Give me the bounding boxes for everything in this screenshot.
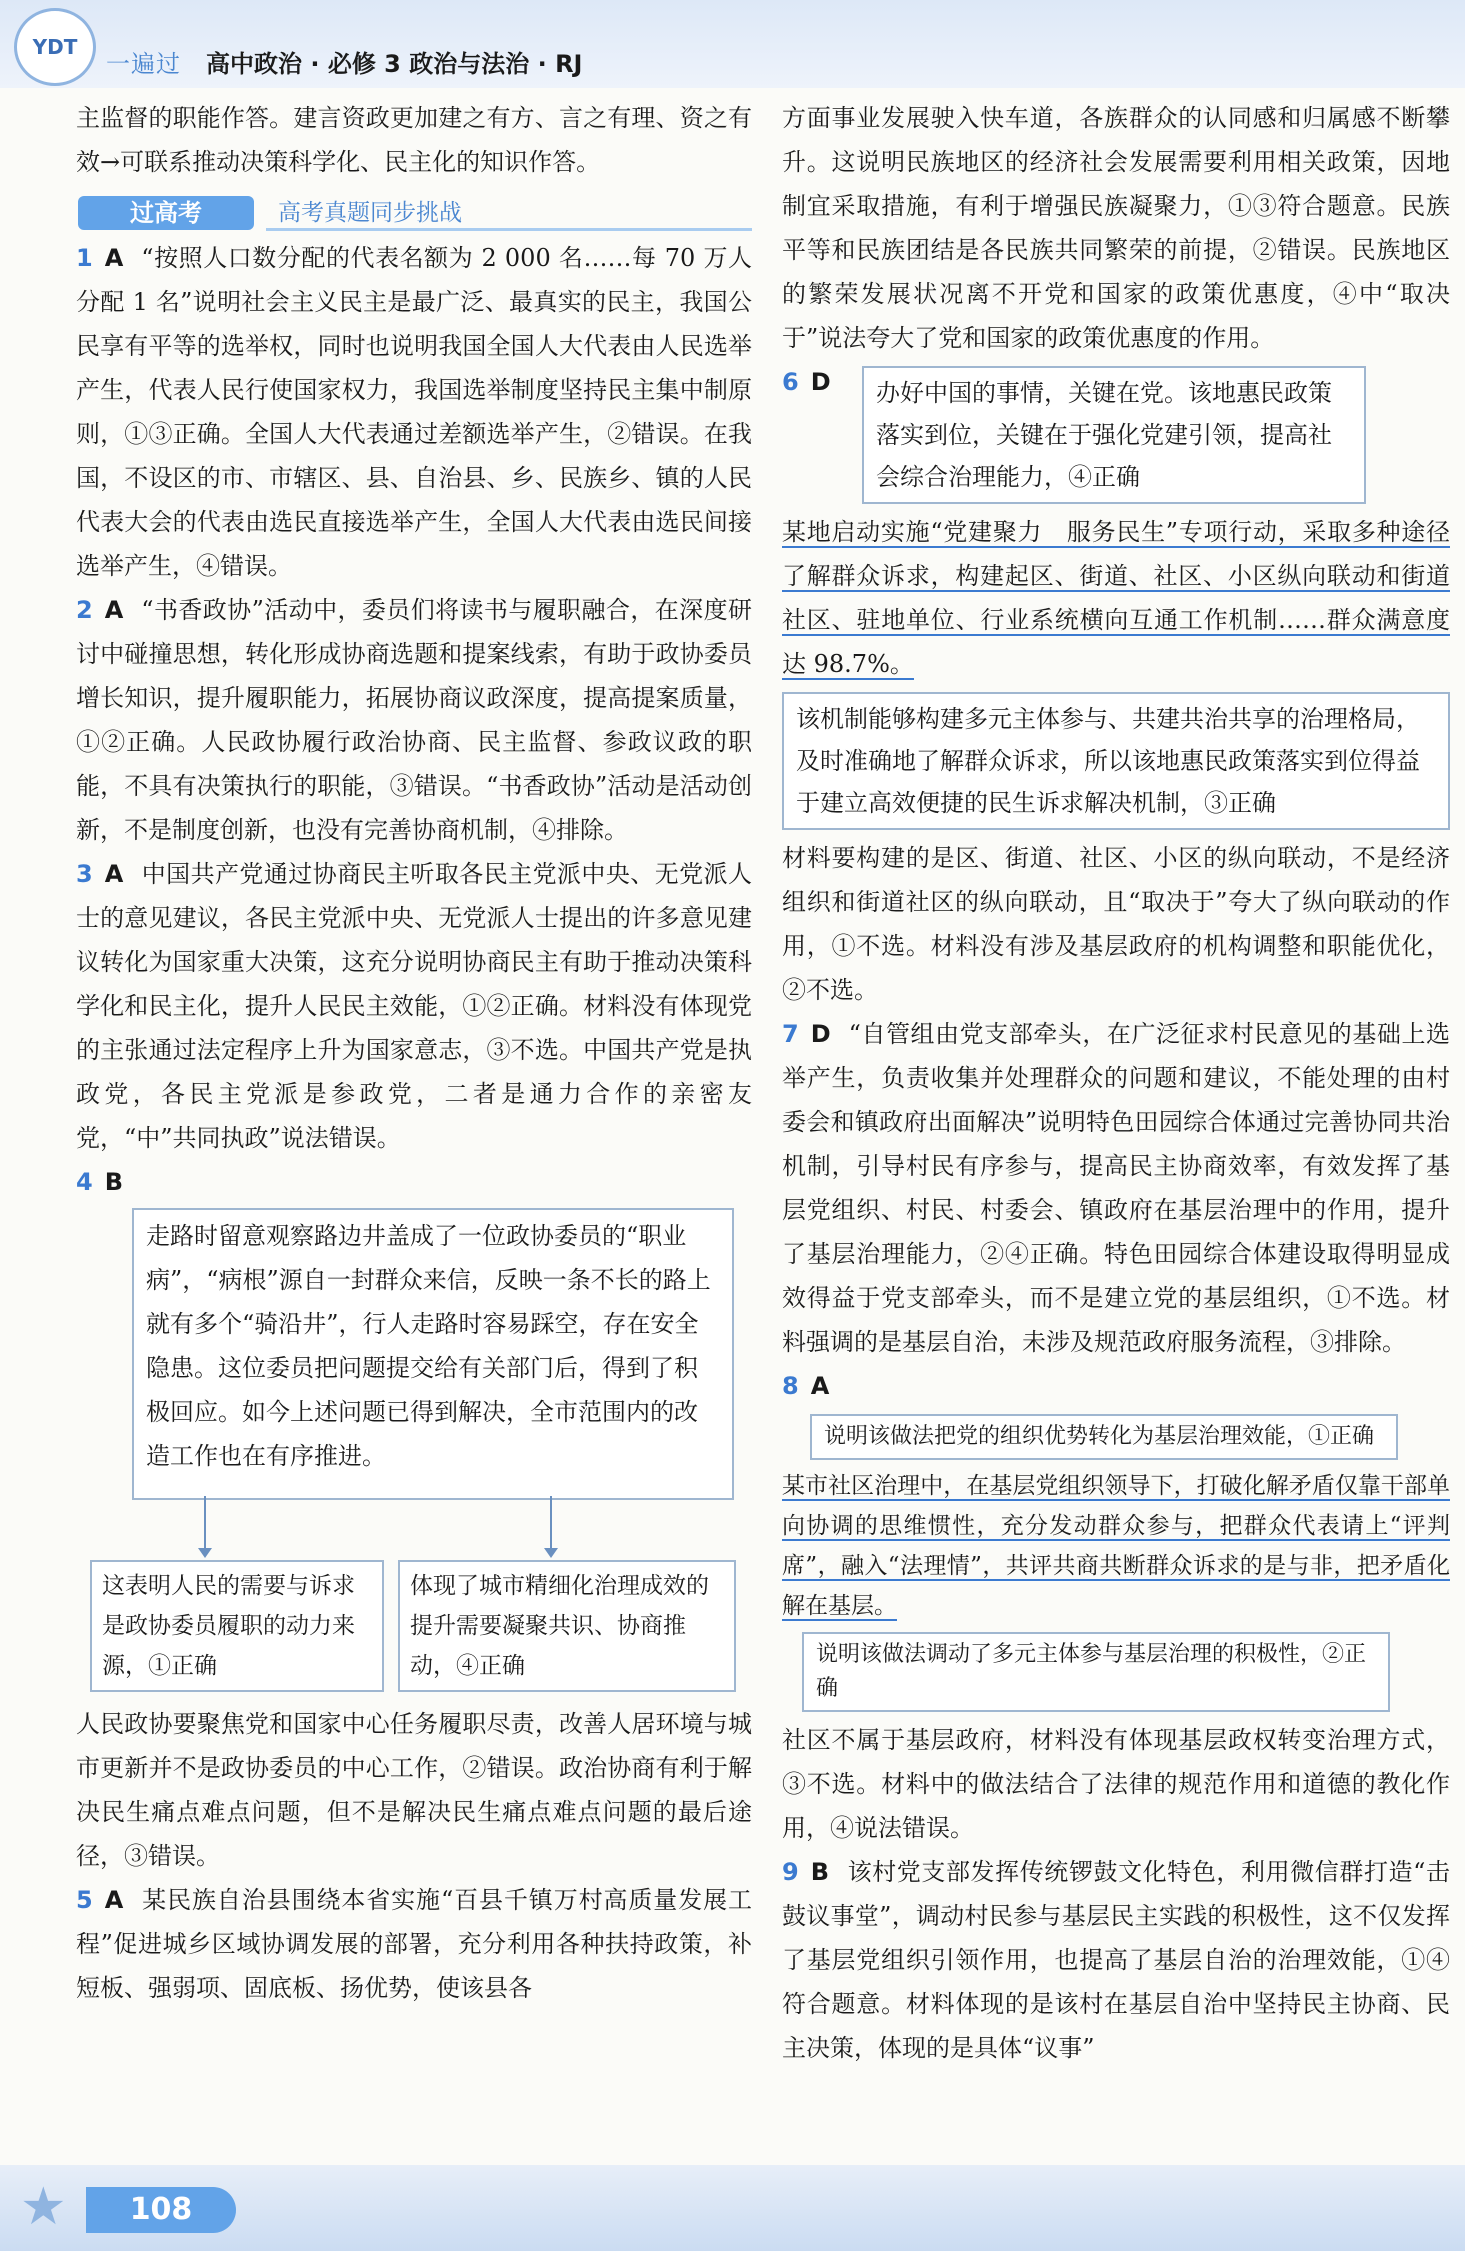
section-tag: 过高考 (78, 196, 254, 230)
question-5-continued: 方面事业发展驶入快车道，各族群众的认同感和归属感不断攀升。这说明民族地区的经济社会发展需要利用相关政策，因地制宜采取措施，有利于增强民族凝聚力，①③符合题意。民族平等和民族团结是各民族共同繁荣的前提，②错误。民族地区的繁荣发展状况离不开党和国家的政策优惠度，④中“取决于”说法夸大了党和国家的政策优惠度的作用。 (782, 104, 1450, 352)
explanation-text: “书香政协”活动中，委员们将读书与履职融合，在深度研讨中碰撞思想，转化形成协商选题和提案线索，有助于政协委员增长知识，提升履职能力，拓展协商议政深度，提高提案质量，①②正确。人民政协履行政治协商、民主监督、参政议政的职能，不具有决策执行的职能，③错误。“书香政协”活动是活动创新，不是制度创新，也没有完善协商机制，④排除。 (76, 596, 752, 844)
answer-letter: A (104, 244, 124, 272)
answer-letter: A (104, 596, 124, 624)
explanation-text: “按照人口数分配的代表名额为 2 000 名……每 70 万人分配 1 名”说明社会主义民主是最广泛、最真实的民主，我国公民享有平等的选举权，同时也说明我国全国人大代表由人民选举产生，代表人民行使国家权力，我国选举制度坚持民主集中制原则，①③正确。全国人大代表通过差额选举产生，②错误。在我国，不设区的市、市辖区、县、自治县、乡、民族乡、镇的人民代表大会的代表由选民直接选举产生，全国人大代表由选民间接选举产生，④错误。 (76, 244, 752, 580)
material-text (782, 510, 1450, 686)
left-column (76, 96, 752, 2010)
question-3 (76, 852, 752, 1160)
book-title: 高中政治 · 必修 3 政治与法治 · RJ (206, 50, 583, 78)
answer-letter: D (810, 1020, 831, 1048)
answer-letter: A (810, 1372, 830, 1400)
material-box: 走路时留意观察路边井盖成了一位政协委员的“职业病”，“病根”源自一封群众来信，反映一条不长的路上就有多个“骑沿井”，行人走路时容易踩空，存在安全隐患。这位委员把问题提交给有关部门后，得到了积极回应。如今上述问题已得到解决，全市范围内的改造工作也在有序推进。 (132, 1208, 734, 1500)
explanation-text: 该村党支部发挥传统锣鼓文化特色，利用微信群打造“击鼓议事堂”，调动村民参与基层民主实践的积极性，这不仅发挥了基层党组织引领作用，也提高了基层自治的治理效能，①④符合题意。材料体现的是该村在基层自治中坚持民主协商、民主决策，体现的是具体“议事” (782, 1858, 1450, 2062)
explanation-text: 某民族自治县围绕本省实施“百县千镇万村高质量发展工程”促进城乡区域协调发展的部署，充分利用各种扶持政策，补短板、强弱项、固底板、扬优势，使该县各 (76, 1886, 752, 2002)
question-8-heading (782, 1364, 1450, 1408)
explanation-text: 人民政协要聚焦党和国家中心任务履职尽责，改善人居环境与城市更新并不是政协委员的中心工作，②错误。政治协商有利于解决民生痛点难点问题，但不是解决民生痛点难点问题的最后途径，③错误。 (76, 1710, 752, 1870)
explanation-text: 材料要构建的是区、街道、社区、小区的纵向联动，不是经济组织和街道社区的纵向联动，且“取决于”夸大了纵向联动的作用，①不选。材料没有涉及基层政府的机构调整和职能优化，②不选。 (782, 844, 1450, 1004)
answer-letter: A (104, 860, 124, 888)
section-subtitle: 高考真题同步挑战 (278, 200, 462, 226)
analysis-box: 说明该做法把党的组织优势转化为基层治理效能，①正确 (810, 1414, 1398, 1460)
star-icon: ★ (20, 2177, 67, 2237)
question-number: 5 (76, 1886, 93, 1914)
question-number: 3 (76, 860, 93, 888)
brand-logo: YDT (14, 8, 96, 86)
analysis-diagram (76, 1208, 752, 1698)
analysis-box: 说明该做法调动了多元主体参与基层治理的积极性，②正确 (802, 1632, 1390, 1712)
analysis-box: 该机制能够构建多元主体参与、共建共治共享的治理格局，及时准确地了解群众诉求，所以该地惠民政策落实到位得益于建立高效便捷的民生诉求解决机制，③正确 (782, 692, 1450, 830)
explanation-text: 中国共产党通过协商民主听取各民主党派中央、无党派人士的意见建议，各民主党派中央、无党派人士提出的许多意见建议转化为国家重大决策，这充分说明协商民主有助于推动决策科学化和民主化，提升人民民主效能，①②正确。材料没有体现党的主张通过法定程序上升为国家意志，③不选。中国共产党是执政党，各民主党派是参政党，二者是通力合作的亲密友党，“中”共同执政”说法错误。 (76, 860, 752, 1152)
explanation-text: “自管组由党支部牵头，在广泛征求村民意见的基础上选举产生，负责收集并处理群众的问题和建议，不能处理的由村委会和镇政府出面解决”说明特色田园综合体通过完善协同共治机制，引导村民有序参与，提高民主协商效率，有效发挥了基层党组织、村民、村委会、镇政府在基层治理中的作用，提升了基层治理能力，②④正确。特色田园综合体建设取得明显成效得益于党支部牵头，而不是建立党的基层组织，①不选。材料强调的是基层自治，未涉及规范政府服务流程，③排除。 (782, 1020, 1450, 1356)
question-9 (782, 1850, 1450, 2070)
question-4-heading (76, 1160, 752, 1204)
question-number: 2 (76, 596, 93, 624)
analysis-box: 体现了城市精细化治理成效的提升需要凝聚共识、协商推动，④正确 (398, 1560, 736, 1692)
page-footer (0, 2165, 1465, 2251)
explanation-text: 社区不属于基层政府，材料没有体现基层政权转变治理方式，③不选。材料中的做法结合了法律的规范作用和道德的教化作用，④说法错误。 (782, 1726, 1450, 1842)
question-number: 9 (782, 1858, 799, 1886)
brand-name: 一遍过 (106, 50, 181, 78)
right-column (782, 96, 1450, 2070)
question-number: 1 (76, 244, 93, 272)
arrow-down-icon (550, 1496, 552, 1556)
material-underlined: 某市社区治理中，在基层党组织领导下，打破化解矛盾仅靠干部单向协调的思维惯性，充分发动群众参与，把群众代表请上“评判席”，融入“法理情”，共评共商共断群众诉求的是与非，把矛盾化解在基层。 (782, 1473, 1450, 1619)
question-number: 4 (76, 1168, 93, 1196)
analysis-box: 这表明人民的需要与诉求是政协委员履职的动力来源，①正确 (90, 1560, 384, 1692)
material-text (782, 1466, 1450, 1626)
question-6-label (782, 360, 862, 404)
page-number: 108 (86, 2187, 236, 2233)
answer-letter: D (810, 368, 831, 396)
question-number: 8 (782, 1372, 799, 1400)
intro-text: 主监督的职能作答。建言资政更加建之有方、言之有理、资之有效→可联系推动决策科学化、民主化的知识作答。 (76, 104, 752, 176)
question-5 (76, 1878, 752, 2010)
answer-letter: B (104, 1168, 123, 1196)
section-header (76, 190, 752, 234)
arrow-down-icon (204, 1496, 206, 1556)
question-number: 6 (782, 368, 799, 396)
analysis-box: 办好中国的事情，关键在党。该地惠民政策落实到位，关键在于强化党建引领，提高社会综合治理能力，④正确 (862, 366, 1366, 504)
page-header (0, 0, 1465, 88)
question-6 (782, 360, 1450, 510)
question-1 (76, 236, 752, 588)
question-2 (76, 588, 752, 852)
answer-letter: A (104, 1886, 124, 1914)
question-7 (782, 1012, 1450, 1364)
answer-letter: B (810, 1858, 829, 1886)
material-underlined: 某地启动实施“党建聚力 服务民生”专项行动，采取多种途径了解群众诉求，构建起区、街道、社区、小区纵向联动和街道社区、驻地单位、行业系统横向互通工作机制……群众满意度达 98.7%。 (782, 518, 1450, 678)
question-number: 7 (782, 1020, 799, 1048)
